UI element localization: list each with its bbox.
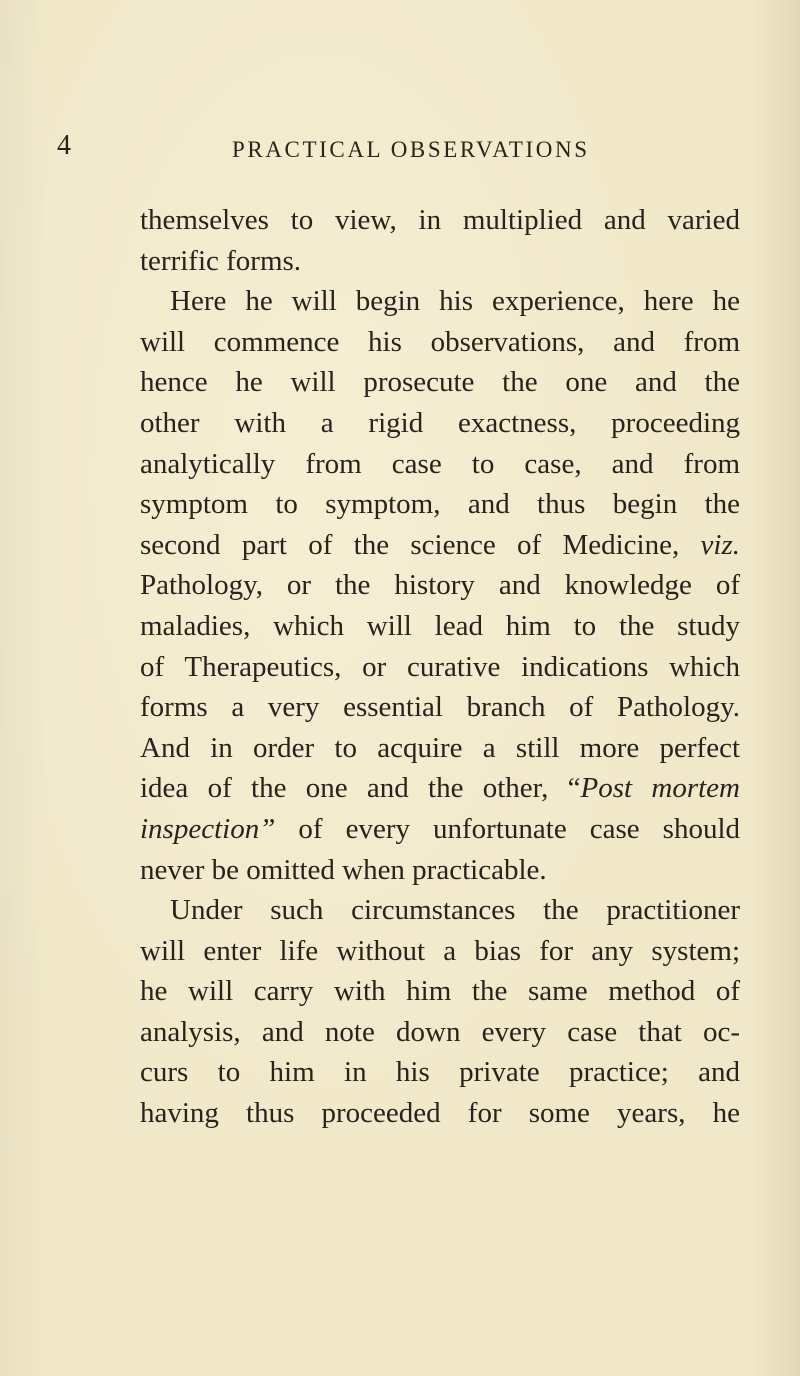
text-line: never be omitted when practicable. [140, 853, 547, 886]
text-line: analytically from case to case, and from [140, 447, 740, 480]
text-line: second part of the science of Medicine, viz. [140, 528, 740, 561]
text-line: And in order to acquire a still more perfect [140, 731, 740, 764]
text-line: forms a very essential branch of Pathology. [140, 691, 740, 724]
text-line: idea of the one and the other, “Post mortem [140, 772, 740, 805]
text-line: curs to him in his private practice; and [140, 1056, 740, 1089]
text-line: terrific forms. [140, 244, 302, 277]
text-line: symptom to symptom, and thus begin the [140, 488, 740, 521]
text-line: themselves to view, in multiplied and varied [140, 204, 740, 236]
text-line: other with a rigid exactness, proceeding [140, 406, 740, 439]
italic-text: Post mortem [580, 772, 740, 805]
text-line: Here he will begin his experience, here he [170, 285, 740, 318]
page-number: 4 [57, 130, 71, 161]
text-line: analysis, and note down every case that oc- [140, 1015, 740, 1048]
text-line: he will carry with him the same method of [140, 975, 740, 1008]
body-text [140, 200, 740, 1134]
text-line: will enter life without a bias for any system; [140, 934, 740, 967]
text-line: will commence his observations, and from [140, 325, 740, 358]
italic-text: viz. [700, 528, 740, 561]
text-line: maladies, which will lead him to the study [140, 609, 740, 642]
text-line: having thus proceeded for some years, he [140, 1097, 740, 1130]
text-line: hence he will prosecute the one and the [140, 366, 740, 399]
text-line: Pathology, or the history and knowledge of [140, 569, 740, 602]
text-line: of Therapeutics, or curative indications which [140, 650, 740, 683]
text-line: inspection” of every unfortunate case should [140, 812, 741, 845]
running-head: PRACTICAL OBSERVATIONS [232, 137, 590, 162]
italic-text: inspection” [140, 812, 276, 845]
text-line: Under such circumstances the practitioner [170, 894, 740, 927]
